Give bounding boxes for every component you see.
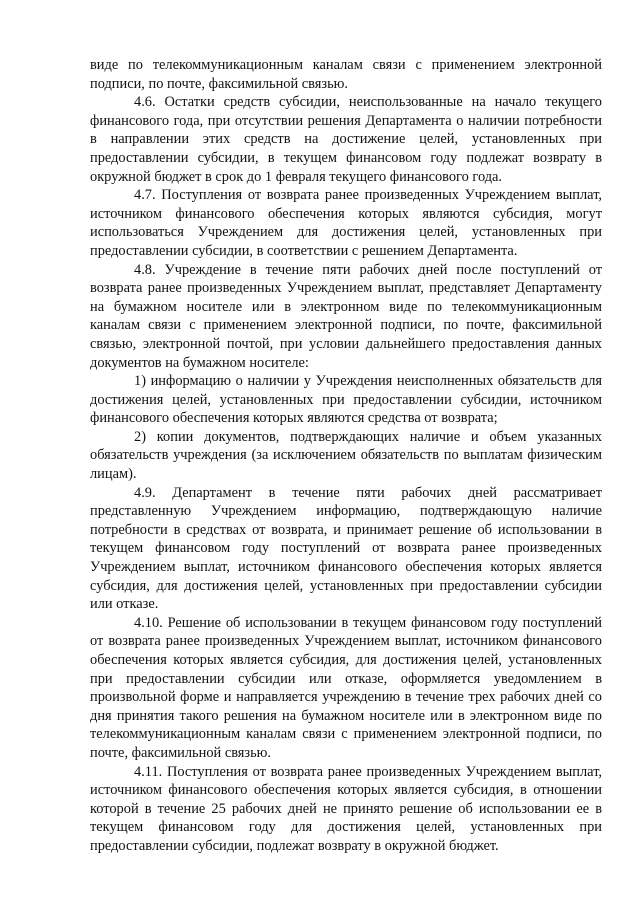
- document-page: [90, 56, 602, 856]
- paragraph-4-10: 4.10. Решение об использовании в текущем финансовом году поступлений от возврата ранее произведенных Учреждением выплат, источником финансового обеспечения которых является субсидия, для достижения целей, установленных при предоставлении субсидии или отказе, оформляется уведомлением в произвольной форме и направляется учреждению в течение трех рабочих дней со дня принятия такого решения на бумажном носителе или в электронном виде по телекоммуникационным каналам связи с применением электронной подписи, по почте, факсимильной связью.: [90, 614, 602, 761]
- paragraph-4-9: 4.9. Департамент в течение пяти рабочих дней рассматривает представленную Учреждением информацию, подтверждающую наличие потребности в средствах от возврата, и принимает решение об использовании в текущем финансовом году поступлений от возврата ранее произведенных Учреждением выплат, источником финансового обеспечения которых является субсидия, для достижения целей, установленных при предоставлении субсидии или отказе.: [90, 484, 602, 613]
- paragraph-4-8-item-2: 2) копии документов, подтверждающих наличие и объем указанных обязательств учреждения (за исключением обязательств по выплатам физическим лицам).: [90, 428, 602, 483]
- paragraph-4-8: 4.8. Учреждение в течение пяти рабочих дней после поступлений от возврата ранее произведенных Учреждением выплат, представляет Департаменту на бумажном носителе или в электронном виде по телекоммуникационным каналам связи с применением электронной подписи, по почте, факсимильной связью, электронной почтой, при условии дальнейшего предоставления данных документов на бумажном носителе:: [90, 261, 602, 371]
- paragraph-4-6: 4.6. Остатки средств субсидии, неиспользованные на начало текущего финансового года, при отсутствии решения Департамента о наличии потребности в направлении этих средств на достижение целей, установленных при предоставлении субсидии, в текущем финансовом году подлежат возврату в окружной бюджет в срок до 1 февраля текущего финансового года.: [90, 94, 602, 185]
- paragraph-4-11: 4.11. Поступления от возврата ранее произведенных Учреждением выплат, источником финансового обеспечения которых является субсидия, в отношении которой в течение 25 рабочих дней не принято решение об использовании ее в текущем финансовом году для достижения целей, установленных при предоставлении субсидии, подлежат возврату в окружной бюджет.: [90, 763, 602, 854]
- paragraph-4-7: 4.7. Поступления от возврата ранее произведенных Учреждением выплат, источником финансового обеспечения которых являются субсидия, могут использоваться Учреждением для достижения целей, установленных при предоставлении субсидии, в соответствии с решением Департамента.: [90, 187, 602, 259]
- paragraph-4-8-item-1: 1) информацию о наличии у Учреждения неисполненных обязательств для достижения целей, установленных при предоставлении субсидии, источником финансового обеспечения которых являются средства от возврата;: [90, 373, 602, 427]
- paragraph-continuation: виде по телекоммуникационным каналам связи с применением электронной подписи, по почте, факсимильной связью.: [90, 57, 602, 92]
